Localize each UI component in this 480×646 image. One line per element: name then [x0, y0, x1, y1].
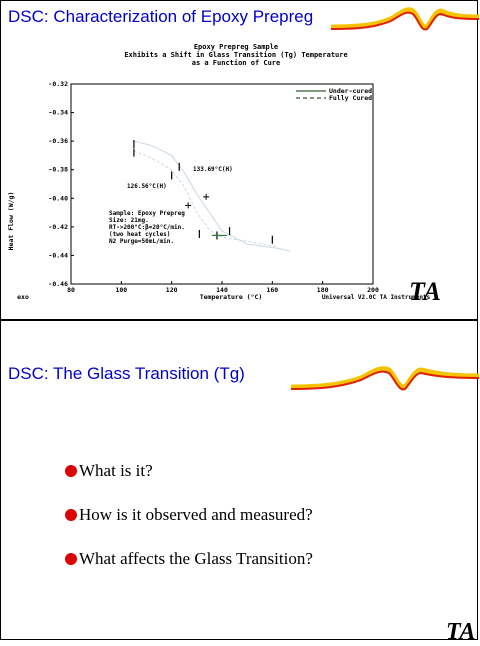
bullet-dot-icon [65, 509, 77, 521]
bullet-dot-icon [65, 553, 77, 565]
sample-info-line-4: (two heat cycles) [109, 231, 171, 238]
chart-title-line-2: Exhibits a Shift in Glass Transition (Tg) Temperature [124, 51, 348, 59]
legend-label-fully-cured: Fully Cured [329, 94, 373, 102]
chart-software-label: Universal V2.0C TA Instruments [321, 294, 431, 301]
x-tick-label: 200 [367, 286, 379, 294]
slide-2 [0, 320, 478, 645]
bullet-text: What is it? [79, 461, 153, 480]
x-tick-label: 140 [216, 286, 228, 294]
bullet-item [65, 537, 313, 581]
chart-title-line-3: as a Function of Cure [191, 59, 281, 67]
y-tick-label: -0.44 [48, 251, 68, 260]
chart-title-line-1: Epoxy Prepreg Sample [193, 43, 279, 51]
y-tick-label: -0.38 [48, 165, 68, 174]
slide-1-title: DSC: Characterization of Epoxy Prepreg [8, 7, 314, 26]
sample-info-line-3: RT->200°C:β=20°C/min. [109, 224, 185, 231]
chart-axes [48, 80, 379, 294]
bullet-text: How is it observed and measured? [79, 505, 313, 524]
tg-annotation-low: 126.56°C(H) [127, 183, 167, 190]
x-tick-label: 160 [266, 286, 279, 294]
y-tick-label: -0.42 [48, 222, 68, 231]
bullet-list [65, 449, 313, 581]
y-tick-label: -0.46 [48, 280, 68, 288]
sample-info-line-5: N2 Purge=50mL/min. [109, 238, 175, 245]
slide-1 [0, 0, 478, 320]
swoosh-logo-icon [331, 5, 479, 35]
bullet-item [65, 449, 313, 493]
plot-frame [71, 84, 373, 284]
x-tick-label: 120 [165, 286, 178, 294]
slide-2-title: DSC: The Glass Transition (Tg) [8, 364, 245, 383]
x-tick-label: 80 [67, 286, 75, 294]
ta-logo-icon: TA [446, 619, 476, 645]
ta-logo-icon: TA [409, 277, 441, 306]
tg-annotation-high: 133.69°C(H) [193, 166, 233, 173]
chart-exo-label: exo [17, 293, 29, 301]
y-tick-label: -0.40 [48, 194, 68, 203]
dsc-chart [1, 41, 479, 311]
bullet-text: What affects the Glass Transition? [79, 549, 313, 568]
sample-info-line-1: Sample: Epoxy Prepreg [109, 210, 185, 217]
chart-y-axis-label: Heat Flow (W/g) [7, 191, 15, 251]
y-tick-label: -0.32 [48, 80, 68, 88]
bullet-dot-icon [65, 465, 77, 477]
chart-legend [296, 87, 372, 102]
y-tick-label: -0.34 [48, 108, 68, 117]
legend-label-under-cured: Under-cured [329, 87, 373, 95]
y-tick-label: -0.36 [48, 137, 68, 146]
chart-x-axis-label: Temperature (°C) [199, 293, 263, 301]
bullet-item [65, 493, 313, 537]
x-tick-label: 100 [115, 286, 128, 294]
x-tick-label: 180 [316, 286, 329, 294]
sample-info-line-2: Size: 21mg. [109, 217, 149, 224]
swoosh-logo-icon [291, 363, 479, 395]
